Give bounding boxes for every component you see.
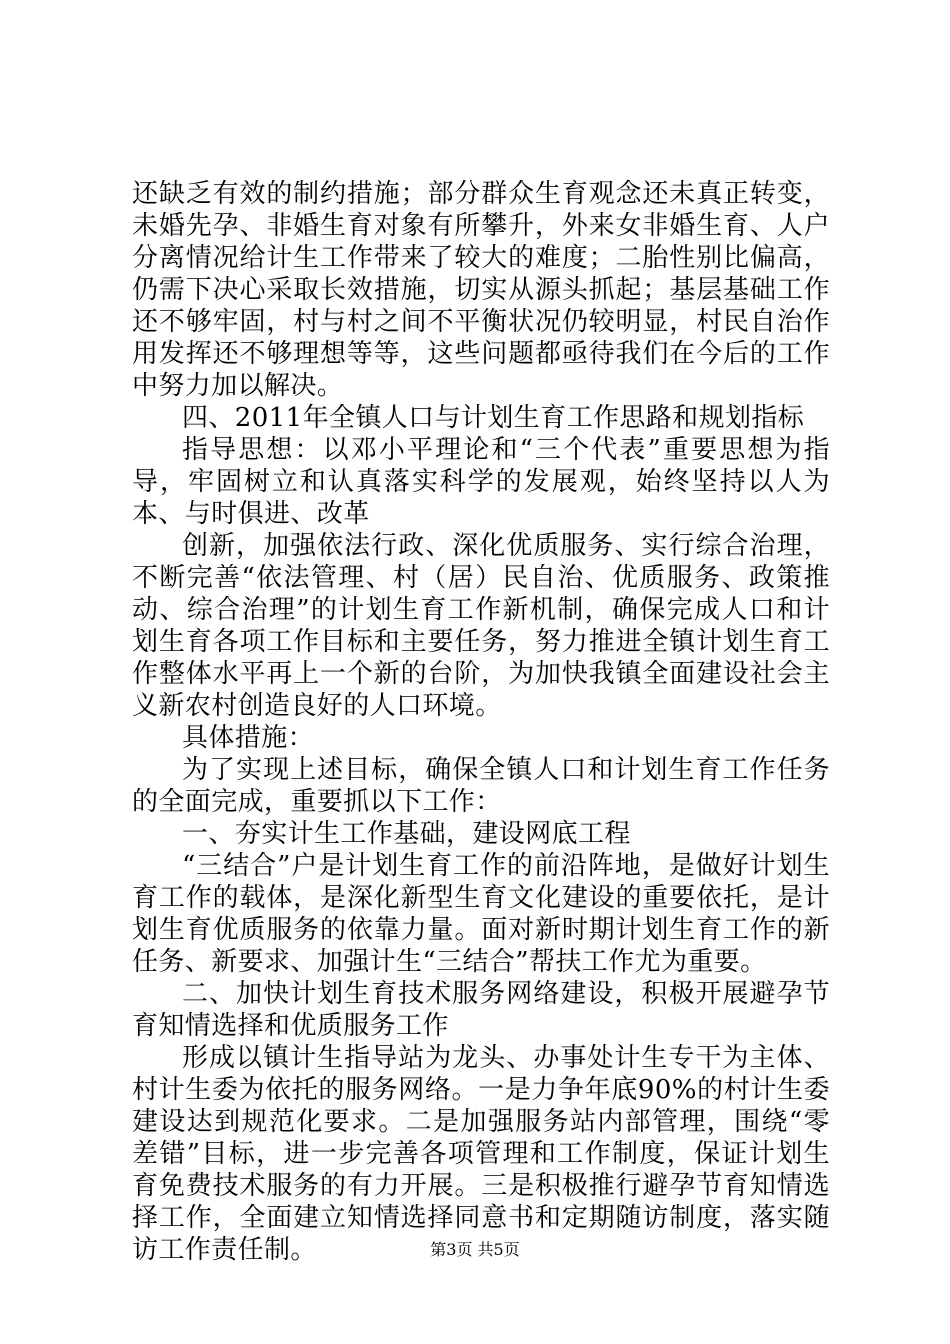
paragraph-guiding-thought: 指导思想：以邓小平理论和“三个代表”重要思想为指导，牢固树立和认真落实科学的发展观，始终坚持以人为本、与时俱进、改革 [132,435,830,529]
section-heading-four: 四、2011年全镇人口与计划生育工作思路和规划指标 [182,403,805,433]
heading-specific-measures: 具体措施： [182,723,315,753]
subheading-two: 二、加快计划生育技术服务网络建设，积极开展避孕节育知情选择和优质服务工作 [132,979,830,1041]
paragraph-three-combination: “三结合”户是计划生育工作的前沿阵地，是做好计划生育工作的载体，是深化新型生育文化建设的重要依托，是计划生育优质服务的依靠力量。面对新时期计划生育工作的新任务、新要求、加强计生“三结合”帮扶工作尤为重要。 [132,851,830,977]
page-footer: 第3页 共5页 [430,1240,520,1259]
paragraph-innovation: 创新，加强依法行政、深化优质服务、实行综合治理，不断完善“依法管理、村（居）民自治、优质服务、政策推动、综合治理”的计划生育工作新机制，确保完成人口和计划生育各项工作目标和主要任务，努力推进全镇计划生育工作整体水平再上一个新的台阶，为加快我镇全面建设社会主义新农村创造良好的人口环境。 [132,531,830,721]
document-body [132,178,830,1266]
paragraph-goals: 为了实现上述目标，确保全镇人口和计划生育工作任务的全面完成，重要抓以下工作： [132,755,830,817]
paragraph-service-network: 形成以镇计生指导站为龙头、办事处计生专干为主体、村计生委为依托的服务网络。一是力争年底90%的村计生委建设达到规范化要求。二是加强服务站内部管理，围绕“零差错”目标，进一步完善各项管理和工作制度，保证计划生育免费技术服务的有力开展。三是积极推行避孕节育知情选择工作，全面建立知情选择同意书和定期随访制度，落实随访工作责任制。 [132,1043,830,1265]
paragraph-problems-continued: 还缺乏有效的制约措施；部分群众生育观念还未真正转变，未婚先孕、非婚生育对象有所攀升，外来女非婚生育、人户分离情况给计生工作带来了较大的难度；二胎性别比偏高，仍需下决心采取长效措施，切实从源头抓起；基层基础工作还不够牢固，村与村之间不平衡状况仍较明显，村民自治作用发挥还不够理想等等，这些问题都亟待我们在今后的工作中努力加以解决。 [132,179,830,401]
subheading-one: 一、夯实计生工作基础，建设网底工程 [182,819,631,849]
